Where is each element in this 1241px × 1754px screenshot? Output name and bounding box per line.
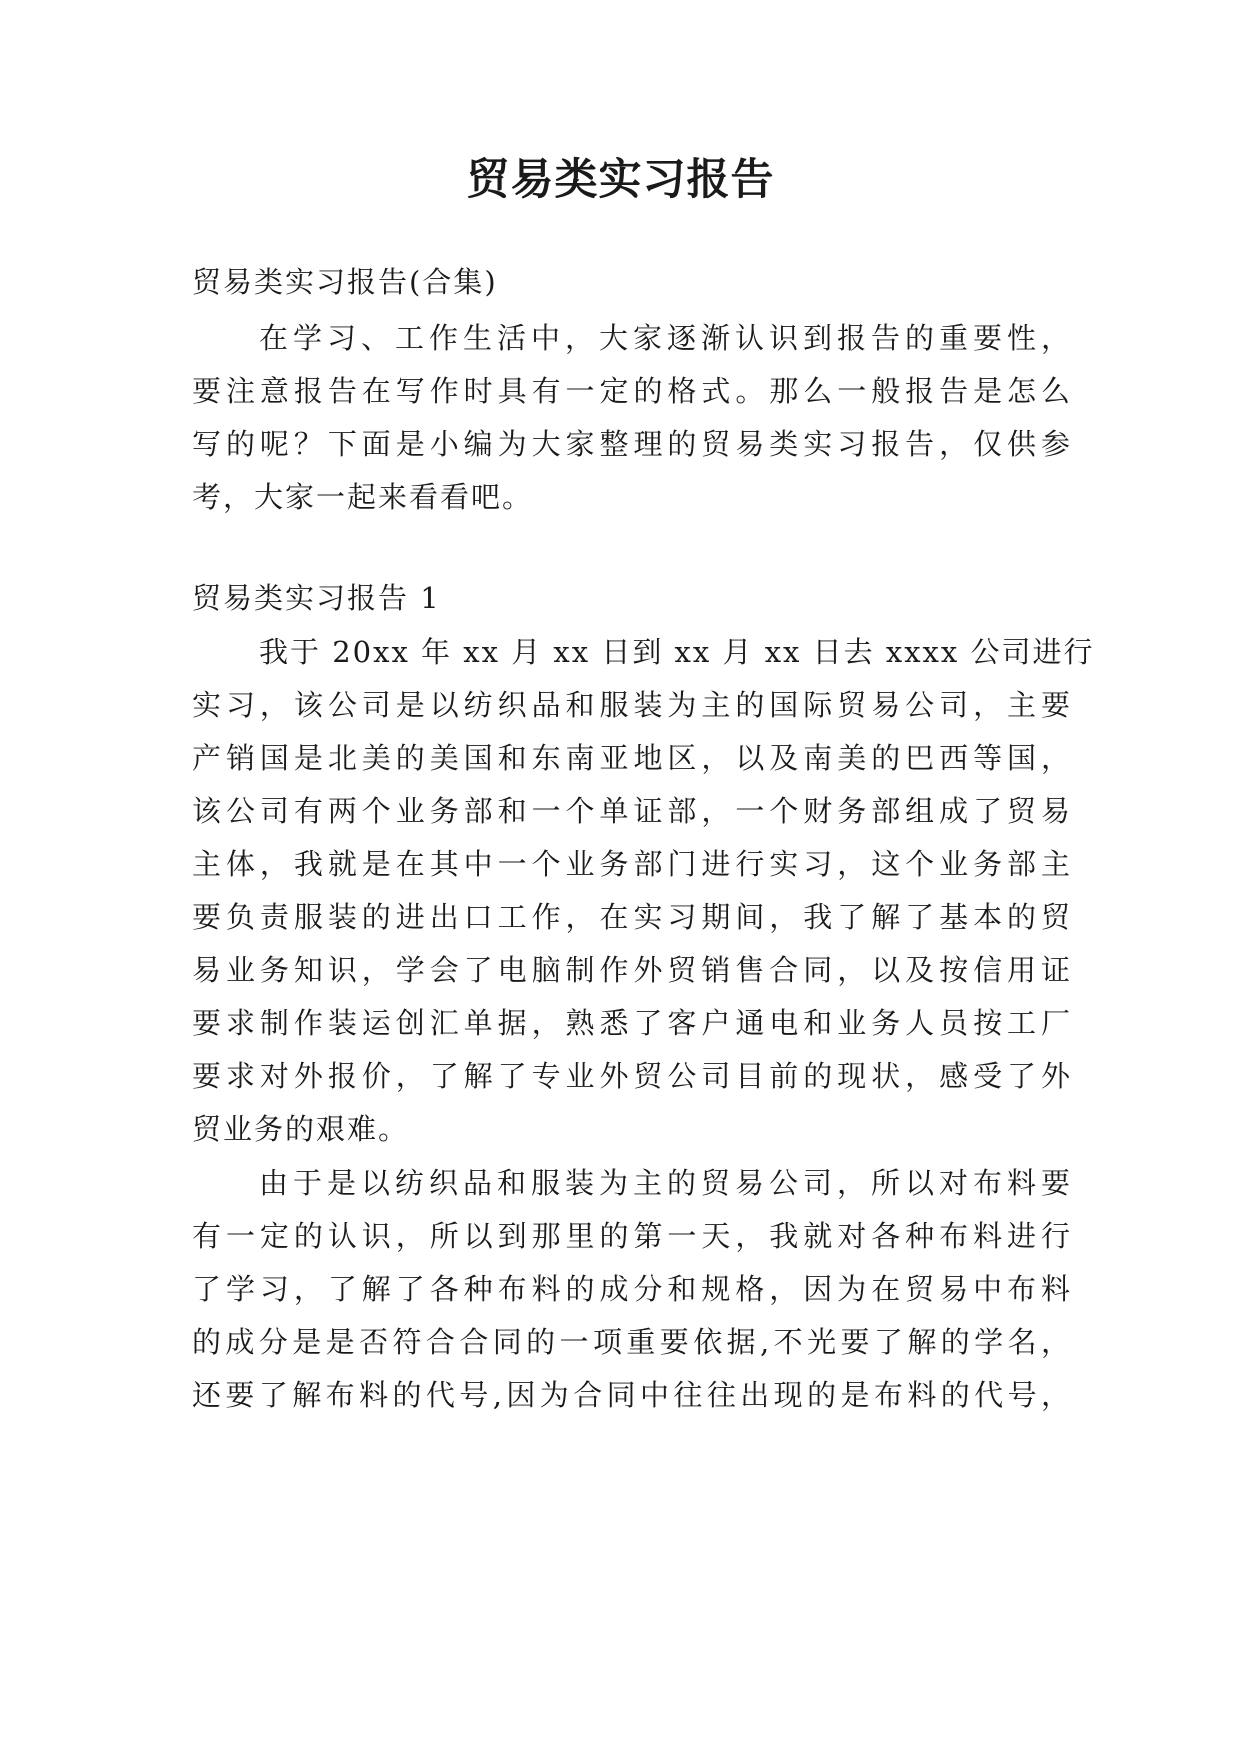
para1-line: 要求对外报价，了解了专业外贸公司目前的现状，感受了外 (192, 1059, 1072, 1093)
para1-line: 该公司有两个业务部和一个单证部，一个财务部组成了贸易 (192, 794, 1072, 828)
para1-line: 要求制作装运创汇单据，熟悉了客户通电和业务人员按工厂 (192, 1006, 1072, 1040)
para1-line: 贸业务的艰难。 (192, 1112, 410, 1146)
para1-line: 易业务知识，学会了电脑制作外贸销售合同，以及按信用证 (192, 953, 1072, 987)
document-subtitle: 贸易类实习报告(合集) (192, 265, 498, 299)
para1-line: 产销国是北美的美国和东南亚地区，以及南美的巴西等国， (192, 741, 1072, 775)
para2-line: 了学习，了解了各种布料的成分和规格，因为在贸易中布料 (192, 1272, 1072, 1306)
para1-line: 我于 20xx 年 xx 月 xx 日到 xx 月 xx 日去 xxxx 公司进行 (259, 635, 1095, 669)
para2-line: 的成分是是否符合合同的一项重要依据,不光要了解的学名， (192, 1325, 1072, 1359)
section-heading: 贸易类实习报告 1 (192, 581, 441, 615)
para2-line: 还要了解布料的代号,因为合同中往往出现的是布料的代号， (192, 1378, 1072, 1412)
intro-line: 在学习、工作生活中，大家逐渐认识到报告的重要性， (259, 321, 1072, 355)
intro-line: 要注意报告在写作时具有一定的格式。那么一般报告是怎么 (192, 374, 1072, 408)
intro-line: 写的呢？下面是小编为大家整理的贸易类实习报告，仅供参 (192, 427, 1072, 461)
para2-line: 有一定的认识，所以到那里的第一天，我就对各种布料进行 (192, 1219, 1072, 1253)
intro-line: 考，大家一起来看看吧。 (192, 480, 534, 514)
para1-line: 主体，我就是在其中一个业务部门进行实习，这个业务部主 (192, 847, 1072, 881)
document-title: 贸易类实习报告 (466, 155, 775, 205)
para1-line: 要负责服装的进出口工作，在实习期间，我了解了基本的贸 (192, 900, 1072, 934)
para1-line: 实习，该公司是以纺织品和服装为主的国际贸易公司，主要 (192, 688, 1072, 722)
para2-line: 由于是以纺织品和服装为主的贸易公司，所以对布料要 (259, 1166, 1072, 1200)
